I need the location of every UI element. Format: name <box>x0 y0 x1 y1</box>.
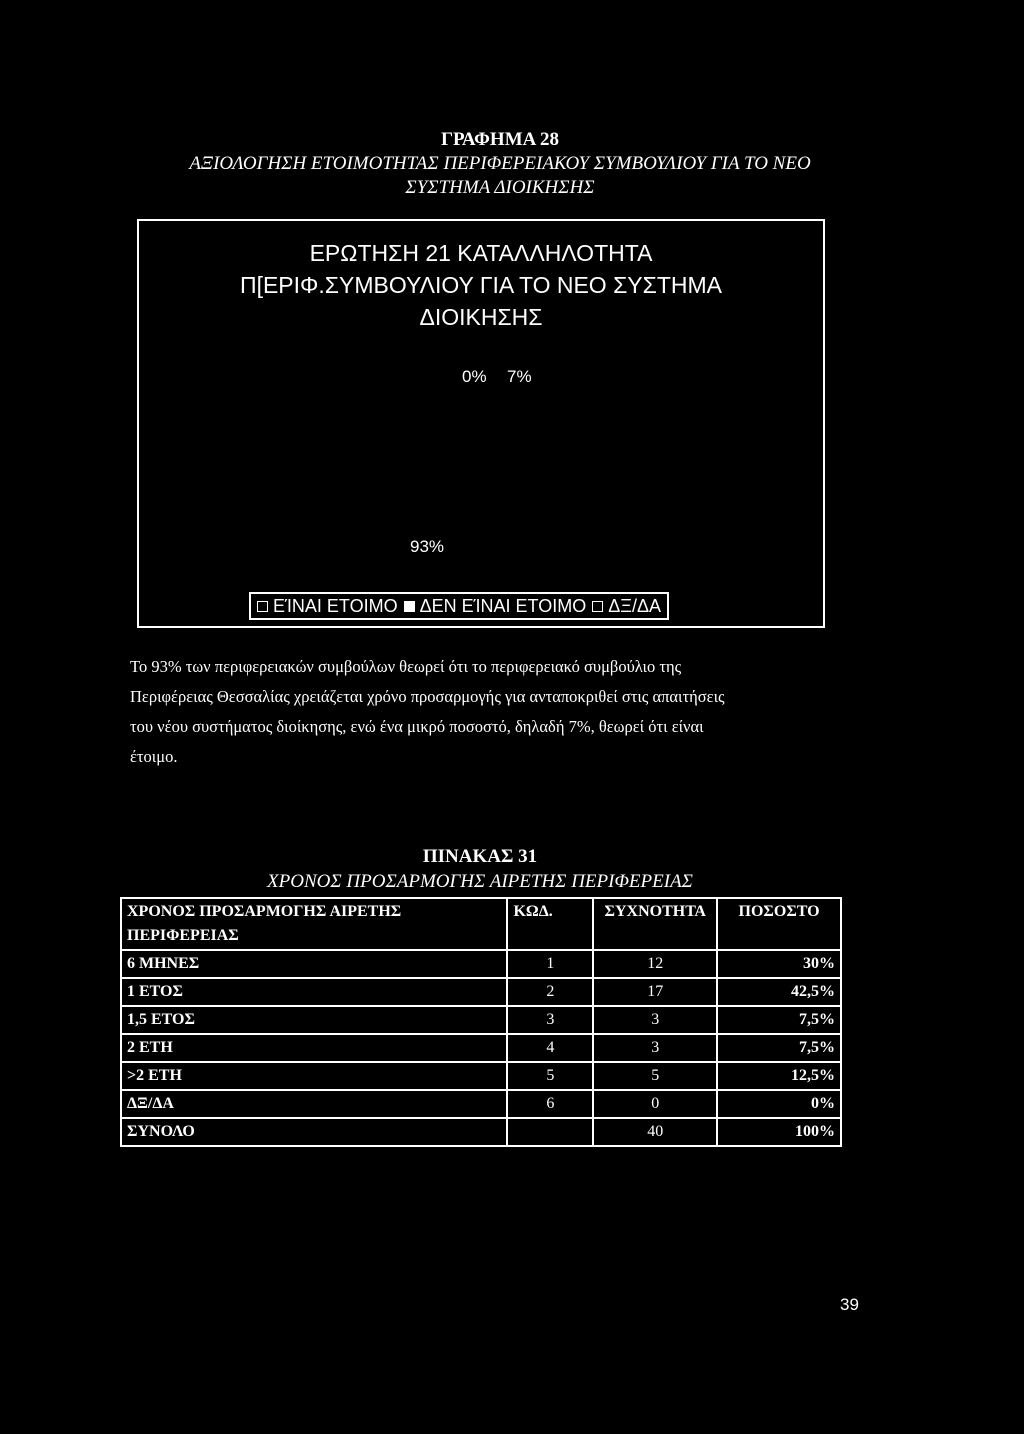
chart-legend <box>249 592 669 620</box>
figure-caption-line-2: ΣΥΣΤΗΜΑ ΔΙΟΙΚΗΣΗΣ <box>405 177 595 198</box>
chart-title-line-2: Π[ΕΡΙΦ.ΣΥΜΒΟΥΛΙΟΥ ΓΙΑ ΤΟ ΝΕΟ ΣΥΣΤΗΜΑ <box>239 272 723 298</box>
table-row <box>121 1062 841 1090</box>
header-code: ΚΩΔ. <box>507 898 593 950</box>
legend-item-ready <box>257 596 398 617</box>
cell-frequency: 12 <box>593 950 717 978</box>
legend-label-ready: ΕΊΝΑΙ ΕΤΟΙΜΟ <box>273 595 398 616</box>
legend-item-dksda <box>592 596 661 617</box>
header-frequency: ΣΥΧΝΟΤΗΤΑ <box>593 898 717 950</box>
body-paragraph <box>130 652 872 772</box>
cell-frequency: 3 <box>593 1034 717 1062</box>
paragraph-line: Περιφέρειας Θεσσαλίας χρειάζεται χρόνο προσαρμογής για ανταποκριθεί στις απαιτήσεις <box>130 687 725 706</box>
filled-square-icon <box>404 601 415 612</box>
legend-item-not-ready <box>404 596 587 617</box>
data-label-dksda: 0% <box>462 367 487 386</box>
cell-percent: 7,5% <box>717 1006 841 1034</box>
cell-percent: 12,5% <box>717 1062 841 1090</box>
table-caption: ΧΡΟΝΟΣ ΠΡΟΣΑΡΜΟΓΗΣ ΑΙΡΕΤΗΣ ΠΕΡΙΦΕΡΕΙΑΣ <box>267 871 693 892</box>
chart-baseline <box>137 626 825 628</box>
page-number: 39 <box>840 1295 859 1314</box>
table-row <box>121 950 841 978</box>
table-row <box>121 1006 841 1034</box>
cell-code: 2 <box>507 978 593 1006</box>
table-total-row <box>121 1118 841 1146</box>
cell-code: 1 <box>507 950 593 978</box>
header-time: ΧΡΟΝΟΣ ΠΡΟΣΑΡΜΟΓΗΣ ΑΙΡΕΤΗΣ ΠΕΡΙΦΕΡΕΙΑΣ <box>121 898 507 950</box>
legend-label-dksda: ΔΞ/ΔΑ <box>608 595 661 616</box>
data-table <box>120 897 842 1147</box>
legend-label-not-ready: ΔΕΝ ΕΊΝΑΙ ΕΤΟΙΜΟ <box>419 595 587 616</box>
chart-title-line-3: ΔΙΟΙΚΗΣΗΣ <box>419 304 543 330</box>
table-row <box>121 1034 841 1062</box>
cell-percent: 7,5% <box>717 1034 841 1062</box>
figure-heading <box>140 128 860 200</box>
cell-code: 4 <box>507 1034 593 1062</box>
cell-percent: 30% <box>717 950 841 978</box>
paragraph-line: Το 93% των περιφερειακών συμβούλων θεωρεί ότι το περιφερειακό συμβούλιο της <box>130 657 682 676</box>
table-header-row <box>121 898 841 950</box>
cell-frequency: 5 <box>593 1062 717 1090</box>
cell-frequency: 3 <box>593 1006 717 1034</box>
cell-label: 2 ΕΤΗ <box>121 1034 507 1062</box>
pie-chart <box>137 219 825 627</box>
data-label-ready: 7% <box>507 367 532 386</box>
figure-caption-line-1: ΑΞΙΟΛΟΓΗΣΗ ΕΤΟΙΜΟΤΗΤΑΣ ΠΕΡΙΦΕΡΕΙΑΚΟΥ ΣΥΜΒΟΥΛΙΟΥ ΓΙΑ ΤΟ ΝΕΟ <box>189 153 811 174</box>
table-row <box>121 1090 841 1118</box>
chart-title-line-1: ΕΡΩΤΗΣΗ 21 ΚΑΤΑΛΛΗΛΟΤΗΤΑ <box>309 240 653 266</box>
table-number: ΠΙΝΑΚΑΣ 31 <box>422 846 538 867</box>
figure-number: ΓΡΑΦΗΜΑ 28 <box>440 129 560 150</box>
cell-percent: 100% <box>717 1118 841 1146</box>
cell-frequency: 0 <box>593 1090 717 1118</box>
open-square-icon <box>592 601 603 612</box>
data-label-not-ready: 93% <box>410 537 445 556</box>
cell-percent: 0% <box>717 1090 841 1118</box>
paragraph-line: έτοιμο. <box>130 747 178 766</box>
paragraph-line: του νέου συστήματος διοίκησης, ενώ ένα μικρό ποσοστό, δηλαδή 7%, θεωρεί ότι είναι <box>130 717 704 736</box>
cell-code: 6 <box>507 1090 593 1118</box>
cell-code: 3 <box>507 1006 593 1034</box>
table-row <box>121 978 841 1006</box>
cell-label: ΣΥΝΟΛΟ <box>121 1118 507 1146</box>
table-heading <box>120 844 840 894</box>
header-percent: ΠΟΣΟΣΤΟ <box>717 898 841 950</box>
cell-label: >2 ΕΤΗ <box>121 1062 507 1090</box>
cell-label: ΔΞ/ΔΑ <box>121 1090 507 1118</box>
open-square-icon <box>257 601 268 612</box>
cell-code: 5 <box>507 1062 593 1090</box>
cell-frequency: 40 <box>593 1118 717 1146</box>
cell-percent: 42,5% <box>717 978 841 1006</box>
cell-label: 6 ΜΗΝΕΣ <box>121 950 507 978</box>
cell-frequency: 17 <box>593 978 717 1006</box>
cell-label: 1,5 ΕΤΟΣ <box>121 1006 507 1034</box>
chart-title <box>179 237 783 333</box>
cell-label: 1 ΕΤΟΣ <box>121 978 507 1006</box>
cell-code <box>507 1118 593 1146</box>
